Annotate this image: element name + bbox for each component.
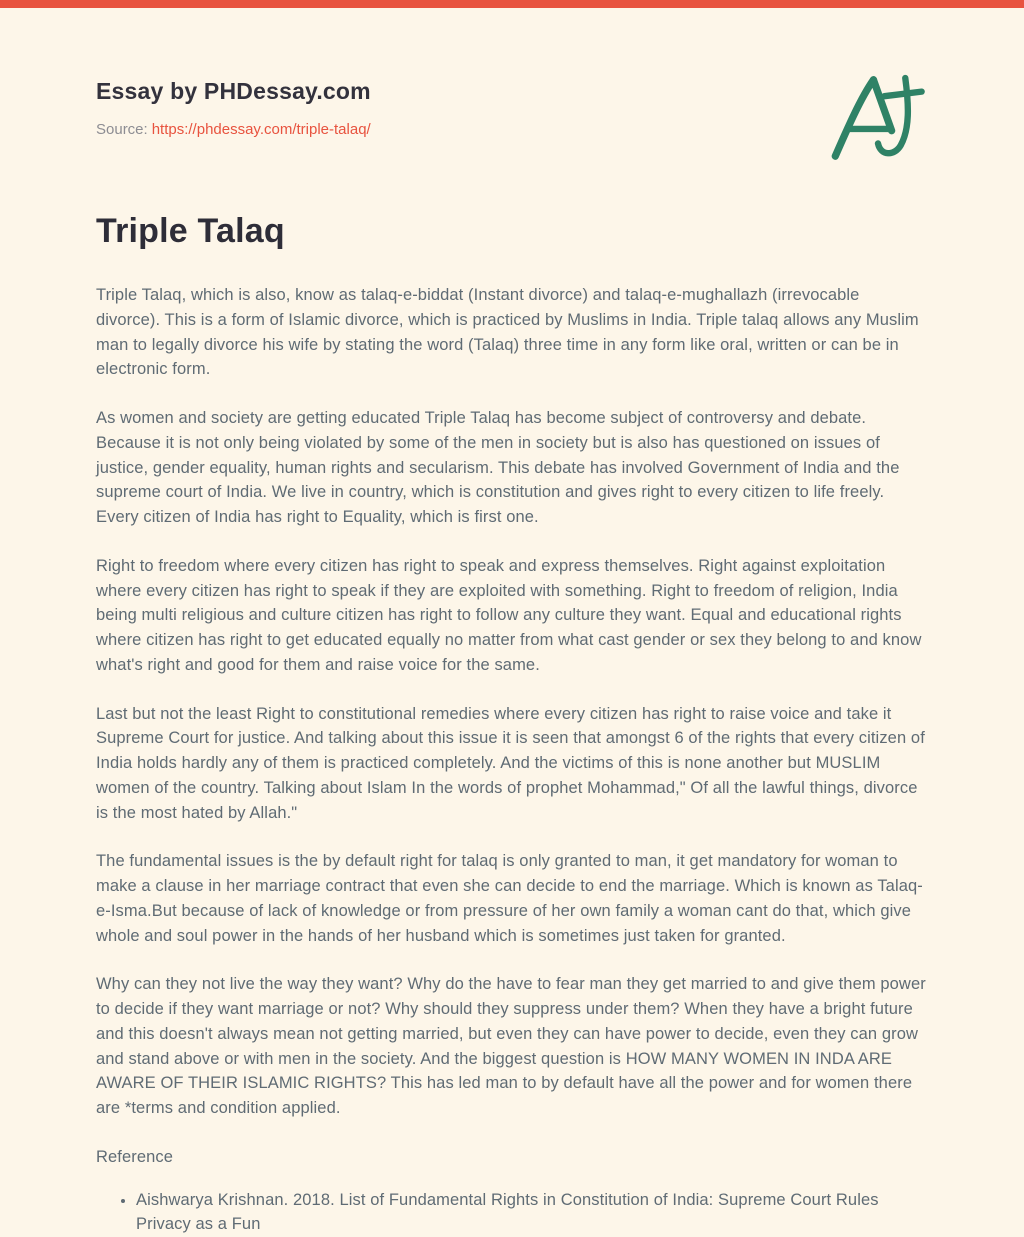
essay-paragraph-5: The fundamental issues is the by default right for talaq is only granted to man, it get mandatory for woman to make a clause in her marriage contract that even she can decide to end the marriage. Which is known as Talaq-e-Isma.But because of lack of knowledge or from pressure of her own family a woman cant do that, which give whole and soul power in the hands of her husband which is sometimes just taken for granted. xyxy=(96,849,928,948)
essay-paragraph-3: Right to freedom where every citizen has right to speak and express themselves. Right against exploitation where every citizen has right to speak if they are exploited with something. Right to freedom of religion, India being multi religious and culture citizen has right to follow any culture they want. Equal and educational rights where citizen has right to get educated equally no matter from what cast gender or sex they belong to and know what's right and good for them and raise voice for the same. xyxy=(96,554,928,678)
reference-list xyxy=(122,1188,928,1237)
source-label: Source: xyxy=(96,121,148,138)
essay-paragraph-1: Triple Talaq, which is also, know as talaq-e-biddat (Instant divorce) and talaq-e-mughallazh (irrevocable divorce). This is a form of Islamic divorce, which is practiced by Muslims in India. Triple talaq allows any Muslim man to legally divorce his wife by stating the word (Talaq) three time in any form like oral, written or can be in electronic form. xyxy=(96,283,928,382)
source-url-link[interactable]: https://phdessay.com/triple-talaq/ xyxy=(152,121,371,138)
essay-title: Triple Talaq xyxy=(96,212,928,251)
reference-heading: Reference xyxy=(96,1145,928,1170)
page-container xyxy=(0,8,1024,1237)
essay-paragraph-6: Why can they not live the way they want? Why do the have to fear man they get married to and give them power to decide if they want marriage or not? Why should they suppress under them? When they have a bright future and this doesn't always mean not getting married, but even they can have power to decide, even they can grow and stand above or with men in the society. And the biggest question is HOW MANY WOMEN IN INDA ARE AWARE OF THEIR ISLAMIC RIGHTS? This has led man to by default have all the power and for women there are *terms and condition applied. xyxy=(96,972,928,1121)
reference-item: • Aishwarya Krishnan. 2018. List of Fundamental Rights in Constitution of India: Supreme Court Rules Privacy as a Fun xyxy=(136,1188,928,1237)
header xyxy=(96,78,928,138)
essay-paragraph-2: As women and society are getting educated Triple Talaq has become subject of controversy and debate. Because it is not only being violated by some of the men in society but is also has questioned on issues of justice, gender equality, human rights and secularism. This debate has involved Government of India and the supreme court of India. We live in country, which is constitution and gives right to every citizen to life freely. Every citizen of India has right to Equality, which is first one. xyxy=(96,406,928,530)
top-accent-bar xyxy=(0,0,1024,8)
essay-content xyxy=(96,212,928,1237)
source-line xyxy=(96,121,928,138)
phdessay-a-plus-logo-icon xyxy=(828,70,928,166)
site-byline: Essay by PHDessay.com xyxy=(96,78,928,105)
essay-paragraph-4: Last but not the least Right to constitutional remedies where every citizen has right to raise voice and take it Supreme Court for justice. And talking about this issue it is seen that amongst 6 of the rights that every citizen of India holds hardly any of them is practiced completely. And the victims of this is none another but MUSLIM women of the country. Talking about Islam In the words of prophet Mohammad," Of all the lawful things, divorce is the most hated by Allah." xyxy=(96,702,928,826)
essay-body xyxy=(96,283,928,1237)
